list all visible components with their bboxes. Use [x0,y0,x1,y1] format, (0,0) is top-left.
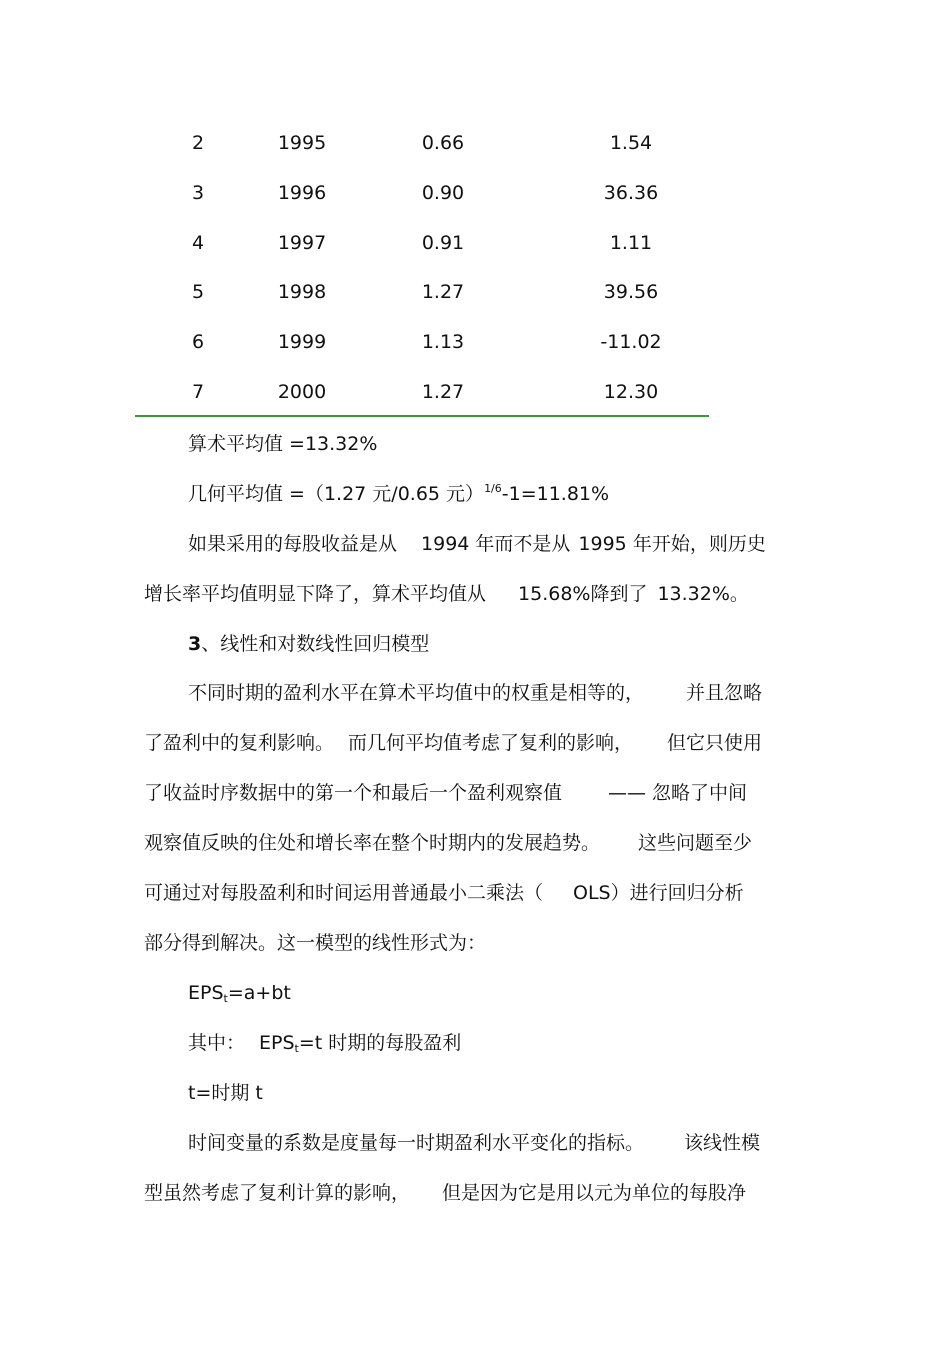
geometric-mean-text-b: -1=11.81% [501,483,610,505]
p3-l2-b: 但是因为它是用以元为单位的每股净 [442,1182,747,1204]
formula-eps: EPS [188,982,224,1004]
where-definition: =t 时期的每股盈利 [298,1032,462,1054]
p2-l1-a: 不同时期的盈利水平在算术平均值中的权重是相等的， [188,682,645,704]
paragraph2-line5 [144,878,744,908]
table-cell: 1995 [277,132,327,154]
section-heading-text: 、线性和对数线性回归模型 [201,633,430,655]
table-cell: 12.30 [603,381,659,403]
table-cell: 1996 [277,182,327,204]
where-eps: EPS [259,1032,295,1054]
p1-l2-c: 13.32%。 [657,583,749,605]
p1-l2-a: 增长率平均值明显下降了，算术平均值从 [144,583,487,605]
paragraph3-line1 [188,1128,760,1158]
p2-l5-a: 可通过对每股盈利和时间运用普通最小二乘法（ [144,882,544,904]
paragraph2-line2 [144,728,762,758]
table-cell: 0.90 [421,182,465,204]
geometric-mean-line [188,479,609,512]
table-cell: 36.36 [603,182,659,204]
table-cell: 39.56 [603,281,659,303]
p1-l1-a: 如果采用的每股收益是从 [188,533,398,555]
p3-l2-a: 型虽然考虑了复利计算的影响， [144,1182,411,1204]
paragraph3-line2 [144,1178,746,1208]
where-line [188,1028,461,1061]
paragraph2-line1 [188,678,762,708]
p3-l1-a: 时间变量的系数是度量每一时期盈利水平变化的指标。 [188,1132,645,1154]
section-heading [188,629,429,659]
p2-l2-c: 但它只使用 [667,732,763,754]
paragraph1-line1 [188,529,766,559]
table-cell: 0.66 [421,132,465,154]
table-cell: -11.02 [600,331,662,353]
paragraph2-line4 [144,828,752,858]
table-cell: 1.13 [421,331,465,353]
table-cell: 5 [191,281,205,303]
paragraph2-line3 [144,778,747,808]
arithmetic-mean-line [188,429,377,459]
p2-l4-b: 这些问题至少 [638,832,753,854]
table-cell: 3 [191,182,205,204]
table-cell: 2 [191,132,205,154]
formula-subscript: t [223,992,228,1005]
t-definition: t=时期 t [188,1082,263,1104]
table-row [0,128,950,158]
p2-l3-a: 了收益时序数据中的第一个和最后一个盈利观察值 [144,782,563,804]
p2-l6: 部分得到解决。这一模型的线性形式为： [144,932,487,954]
paragraph1-line2 [144,579,749,609]
table-row [0,277,950,307]
table-row [0,178,950,208]
table-cell: 1.27 [421,381,465,403]
p1-l1-b: 1994 年而不是从 [421,533,571,555]
p2-l2-a: 了盈利中的复利影响。 [144,732,335,754]
table-cell: 1999 [277,331,327,353]
table-row [0,327,950,357]
table-cell: 6 [191,331,205,353]
table-row [0,377,950,407]
table-cell: 7 [191,381,205,403]
section-heading-number: 3 [188,633,202,655]
table-cell: 4 [191,232,205,254]
arithmetic-mean-text: 算术平均值 =13.32% [188,433,378,455]
p2-l2-b: 而几何平均值考虑了复利的影响， [348,732,634,754]
paragraph2-line6 [144,928,486,958]
formula-line [188,978,291,1011]
where-subscript: t [294,1042,299,1055]
formula-rhs: =a+bt [227,982,291,1004]
p2-l3-b: —— 忽略了中间 [608,782,748,804]
table-cell: 2000 [277,381,327,403]
where-label: 其中： [188,1032,246,1054]
table-cell: 1.27 [421,281,465,303]
p1-l2-b: 15.68%降到了 [518,583,648,605]
table-cell: 0.91 [421,232,465,254]
table-cell: 1.54 [609,132,653,154]
t-definition-line [188,1078,263,1108]
p1-l1-c: 1995 年开始，则历史 [578,533,766,555]
geometric-mean-text-a: 几何平均值 =（1.27 元/0.65 元） [188,483,485,505]
p2-l5-b: OLS）进行回归分析 [573,882,744,904]
p3-l1-b: 该线性模 [684,1132,761,1154]
geometric-mean-exponent: 1/6 [484,482,502,495]
table-cell: 1.11 [609,232,653,254]
p2-l1-b: 并且忽略 [686,682,763,704]
table-cell: 1998 [277,281,327,303]
table-cell: 1997 [277,232,327,254]
p2-l4-a: 观察值反映的住处和增长率在整个时期内的发展趋势。 [144,832,601,854]
table-bottom-rule [135,415,709,417]
table-row [0,228,950,258]
